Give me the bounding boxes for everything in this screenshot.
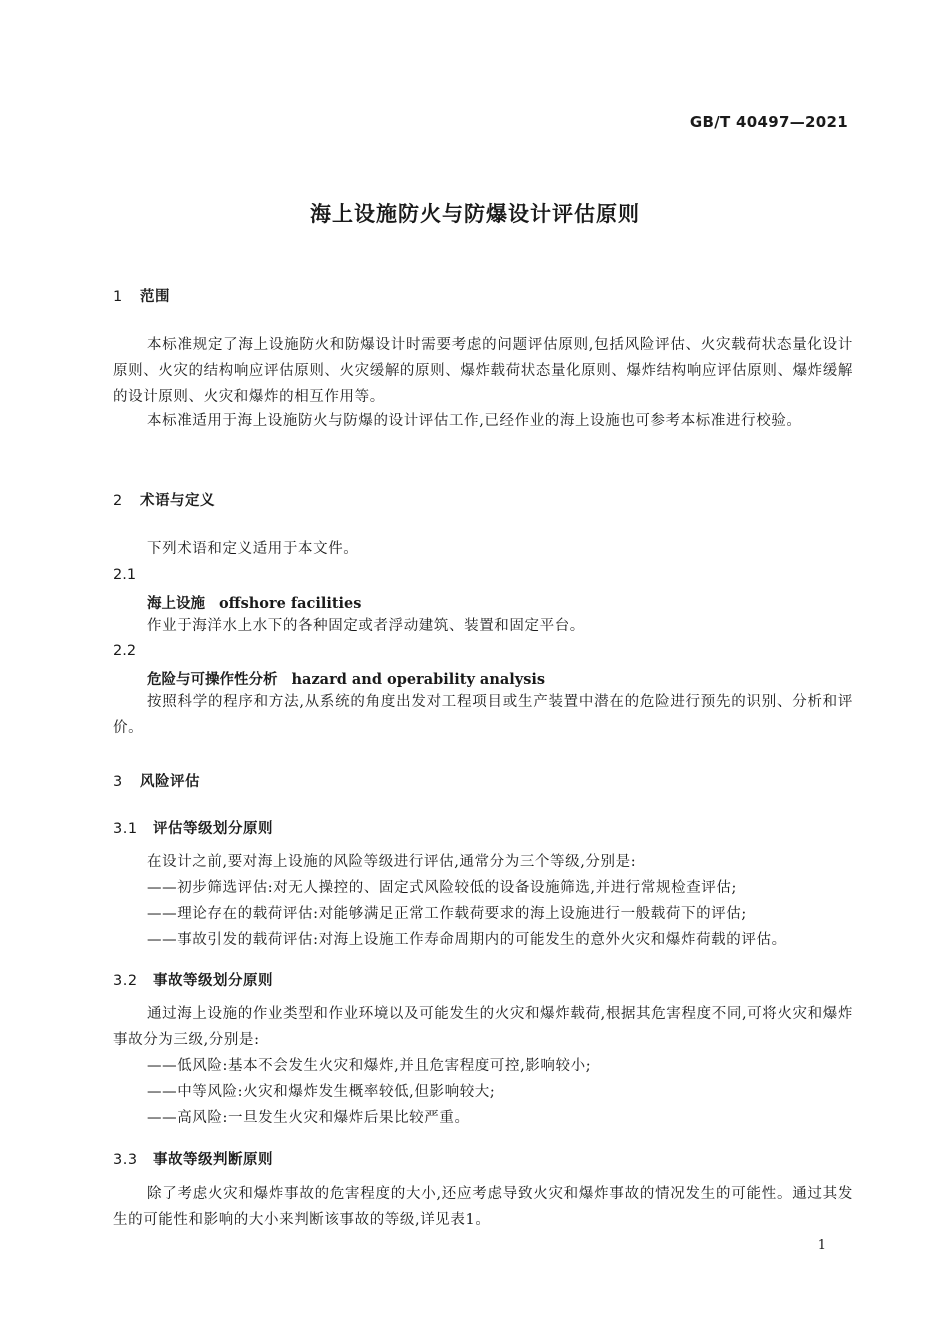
list-item: ——事故引发的载荷评估:对海上设施工作寿命周期内的可能发生的意外火灾和爆炸荷载的评估。 <box>147 932 787 948</box>
term-chinese: 海上设施 <box>147 596 205 612</box>
term-english: hazard and operability analysis <box>291 671 546 688</box>
term-english: offshore facilities <box>219 595 362 612</box>
term-number: 2.1 <box>113 567 137 583</box>
subsection-3-1-heading <box>113 817 853 838</box>
term-chinese: 危险与可操作性分析 <box>147 672 278 688</box>
subsection-3-2-intro: 通过海上设施的作业类型和作业环境以及可能发生的火灾和爆炸载荷,根据其危害程度不同,可将火灾和爆炸事故分为三级,分别是: <box>113 1006 853 1048</box>
term-definition: 按照科学的程序和方法,从系统的角度出发对工程项目或生产装置中潜在的危险进行预先的识别、分析和评价。 <box>113 694 853 736</box>
list-item: ——中等风险:火灾和爆炸发生概率较低,但影响较大; <box>147 1084 496 1100</box>
list-item: ——初步筛选评估:对无人操控的、固定式风险较低的设备设施筛选,并进行常规检查评估; <box>147 880 737 896</box>
list-item: ——理论存在的载荷评估:对能够满足正常工作载荷要求的海上设施进行一般载荷下的评估; <box>147 906 747 922</box>
term-entry <box>113 668 887 689</box>
section-2-intro: 下列术语和定义适用于本文件。 <box>147 541 359 557</box>
section-title: 术语与定义 <box>140 493 215 509</box>
subsection-number: 3.1 <box>113 821 138 837</box>
subsection-number: 3.3 <box>113 1152 138 1168</box>
section-number: 1 <box>113 289 123 305</box>
subsection-number: 3.2 <box>113 973 138 989</box>
section-2-heading <box>113 489 853 510</box>
subsection-3-1-intro: 在设计之前,要对海上设施的风险等级进行评估,通常分为三个等级,分别是: <box>147 854 637 870</box>
standard-code: GB/T 40497—2021 <box>689 113 848 131</box>
section-title: 风险评估 <box>140 774 200 790</box>
section-1-paragraph-2: 本标准适用于海上设施防火与防爆的设计评估工作,已经作业的海上设施也可参考本标准进行校验。 <box>147 413 802 429</box>
subsection-3-2-heading <box>113 969 853 990</box>
page-number: 1 <box>817 1238 826 1253</box>
subsection-3-3-paragraph: 除了考虑火灾和爆炸事故的危害程度的大小,还应考虑导致火灾和爆炸事故的情况发生的可能性。通过其发生的可能性和影响的大小来判断该事故的等级,详见表1。 <box>113 1186 853 1228</box>
term-entry <box>113 592 887 613</box>
section-title: 范围 <box>140 289 170 305</box>
section-1-heading <box>113 285 853 306</box>
term-definition: 作业于海洋水上水下的各种固定或者浮动建筑、装置和固定平台。 <box>147 618 585 634</box>
subsection-title: 评估等级划分原则 <box>153 821 273 837</box>
term-number: 2.2 <box>113 643 137 659</box>
list-item: ——高风险:一旦发生火灾和爆炸后果比较严重。 <box>147 1110 470 1126</box>
document-title: 海上设施防火与防爆设计评估原则 <box>310 202 640 226</box>
subsection-3-3-heading <box>113 1148 853 1169</box>
section-3-heading <box>113 770 853 791</box>
section-number: 2 <box>113 493 123 509</box>
subsection-title: 事故等级划分原则 <box>153 973 273 989</box>
subsection-title: 事故等级判断原则 <box>153 1152 273 1168</box>
section-number: 3 <box>113 774 123 790</box>
list-item: ——低风险:基本不会发生火灾和爆炸,并且危害程度可控,影响较小; <box>147 1058 592 1074</box>
section-1-paragraph-1: 本标准规定了海上设施防火和防爆设计时需要考虑的问题评估原则,包括风险评估、火灾载荷状态量化设计原则、火灾的结构响应评估原则、火灾缓解的原则、爆炸载荷状态量化原则、爆炸结构响应评估原则、爆炸缓解的设计原则、火灾和爆炸的相互作用等。 <box>113 337 853 405</box>
